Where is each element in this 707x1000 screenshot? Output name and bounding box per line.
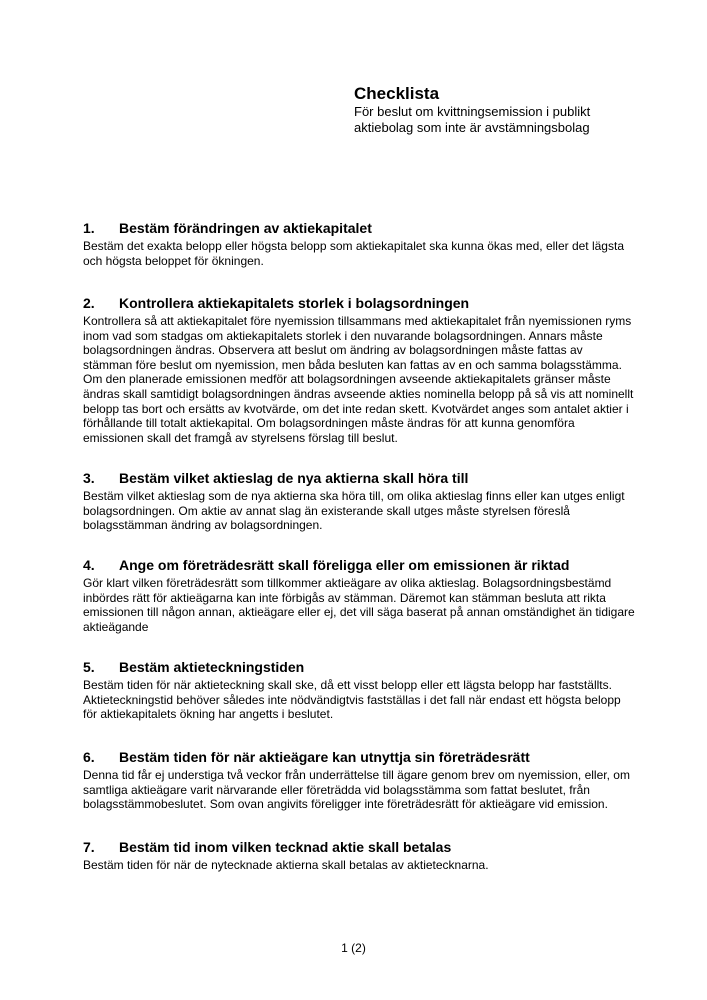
section-3 — [83, 469, 635, 533]
section-3-body: Bestäm vilket aktieslag som de nya aktierna ska höra till, om olika aktieslag finns eller kan utges enligt bolagsordningen. Om aktie av annat slag än existerande skall utges måste styrelsen föreslå bolagsstämman ändring av bolagsordningen. — [83, 489, 625, 533]
section-3-heading-text: Bestäm vilket aktieslag de nya aktierna skall höra till — [119, 470, 469, 486]
document-subtitle-line-2: aktiebolag som inte är avstämningsbolag — [354, 119, 590, 135]
section-1-body: Bestäm det exakta belopp eller högsta belopp som aktiekapitalet ska kunna ökas med, eller det lägsta och högsta beloppet för ökningen. — [83, 239, 624, 268]
section-1-heading-text: Bestäm förändringen av aktiekapitalet — [119, 220, 372, 236]
section-4-heading — [83, 556, 635, 574]
section-5-heading — [83, 658, 635, 676]
section-2-body: Kontrollera så att aktiekapitalet före nyemission tillsammans med aktiekapitalet från nyemissionen ryms inom vad som stadgas om aktiekapitalets storlek i den nuvarande bolagsordningen. Annars måste bolagsordningen ändras. Observera att beslut om ändring av bolagsordningen måste fattas av stämman före beslut om nyemission, men båda besluten kan fattas av en och samma bolagsstämma. Om den planerade emissionen medför att bolagsordningen avseende aktiekapitalets gränser måste ändras skall samtidigt bolagsordningen ändras avseende akties nominella belopp på så vis att nominellt belopp tas bort och ersätts av kvotvärde, om det inte redan skett. Kvotvärdet anges som antalet aktier i förhållande till totalt aktiekapital. Om bolagsordningen måste ändras för att kunna genomföra emissionen skall det framgå av styrelsens förslag till beslut. — [83, 314, 634, 445]
section-5-number: 5. — [83, 659, 95, 675]
section-2 — [83, 294, 635, 445]
page-number: 1 (2) — [341, 941, 366, 955]
document-subtitle-line-1: För beslut om kvittningsemission i publikt — [354, 104, 591, 119]
section-7-number: 7. — [83, 839, 95, 855]
section-7-body: Bestäm tiden för när de nytecknade aktierna skall betalas av aktietecknarna. — [83, 858, 489, 872]
section-5-heading-text: Bestäm aktieteckningstiden — [119, 659, 305, 675]
section-4-body: Gör klart vilken företrädesrätt som tillkommer aktieägare av olika aktieslag. Bolagsordningsbestämd inbördes rätt för aktieägarna kan inte förbigås av stämman. Däremot kan stämman besluta att rikta emissionen till någon annan, aktieägare eller ej, det vill säga baserat på annan omständighet än tidigare aktieägande — [83, 576, 635, 634]
section-5-body: Bestäm tiden för när aktieteckning skall ske, då ett visst belopp eller ett lägsta belopp har fastställts. Aktieteckningstid behöver således inte nödvändigtvis fastställas i det fall när endast ett högsta belopp för aktiekapitalets ökning har angetts i beslutet. — [83, 678, 621, 722]
section-7-heading — [83, 838, 635, 856]
section-2-heading — [83, 294, 635, 312]
section-4-number: 4. — [83, 557, 95, 573]
section-7-heading-text: Bestäm tid inom vilken tecknad aktie skall betalas — [119, 839, 452, 855]
section-4 — [83, 556, 635, 634]
section-2-number: 2. — [83, 295, 95, 311]
section-6 — [83, 748, 635, 812]
section-1 — [83, 219, 635, 268]
section-6-number: 6. — [83, 749, 95, 765]
section-6-heading-text: Bestäm tiden för när aktieägare kan utnyttja sin företrädesrätt — [119, 749, 530, 765]
section-6-body: Denna tid får ej understiga två veckor från underrättelse till ägare genom brev om nyemission, eller, om samtliga aktieägare varit närvarande eller företrädda vid bolagsstämma som fattat beslutet, från bolagsstämmobeslutet. Som ovan angivits föreligger inte företrädesrätt för aktieägare vid emission. — [83, 768, 630, 812]
section-7 — [83, 838, 635, 873]
section-2-heading-text: Kontrollera aktiekapitalets storlek i bolagsordningen — [119, 295, 470, 311]
section-5 — [83, 658, 635, 722]
section-4-heading-text: Ange om företrädesrätt skall föreligga eller om emissionen är riktad — [119, 557, 570, 573]
section-1-number: 1. — [83, 220, 95, 236]
section-1-heading — [83, 219, 635, 237]
section-3-number: 3. — [83, 470, 95, 486]
section-6-heading — [83, 748, 635, 766]
section-3-heading — [83, 469, 635, 487]
document-title: Checklista — [354, 84, 440, 103]
document-header — [354, 84, 654, 135]
